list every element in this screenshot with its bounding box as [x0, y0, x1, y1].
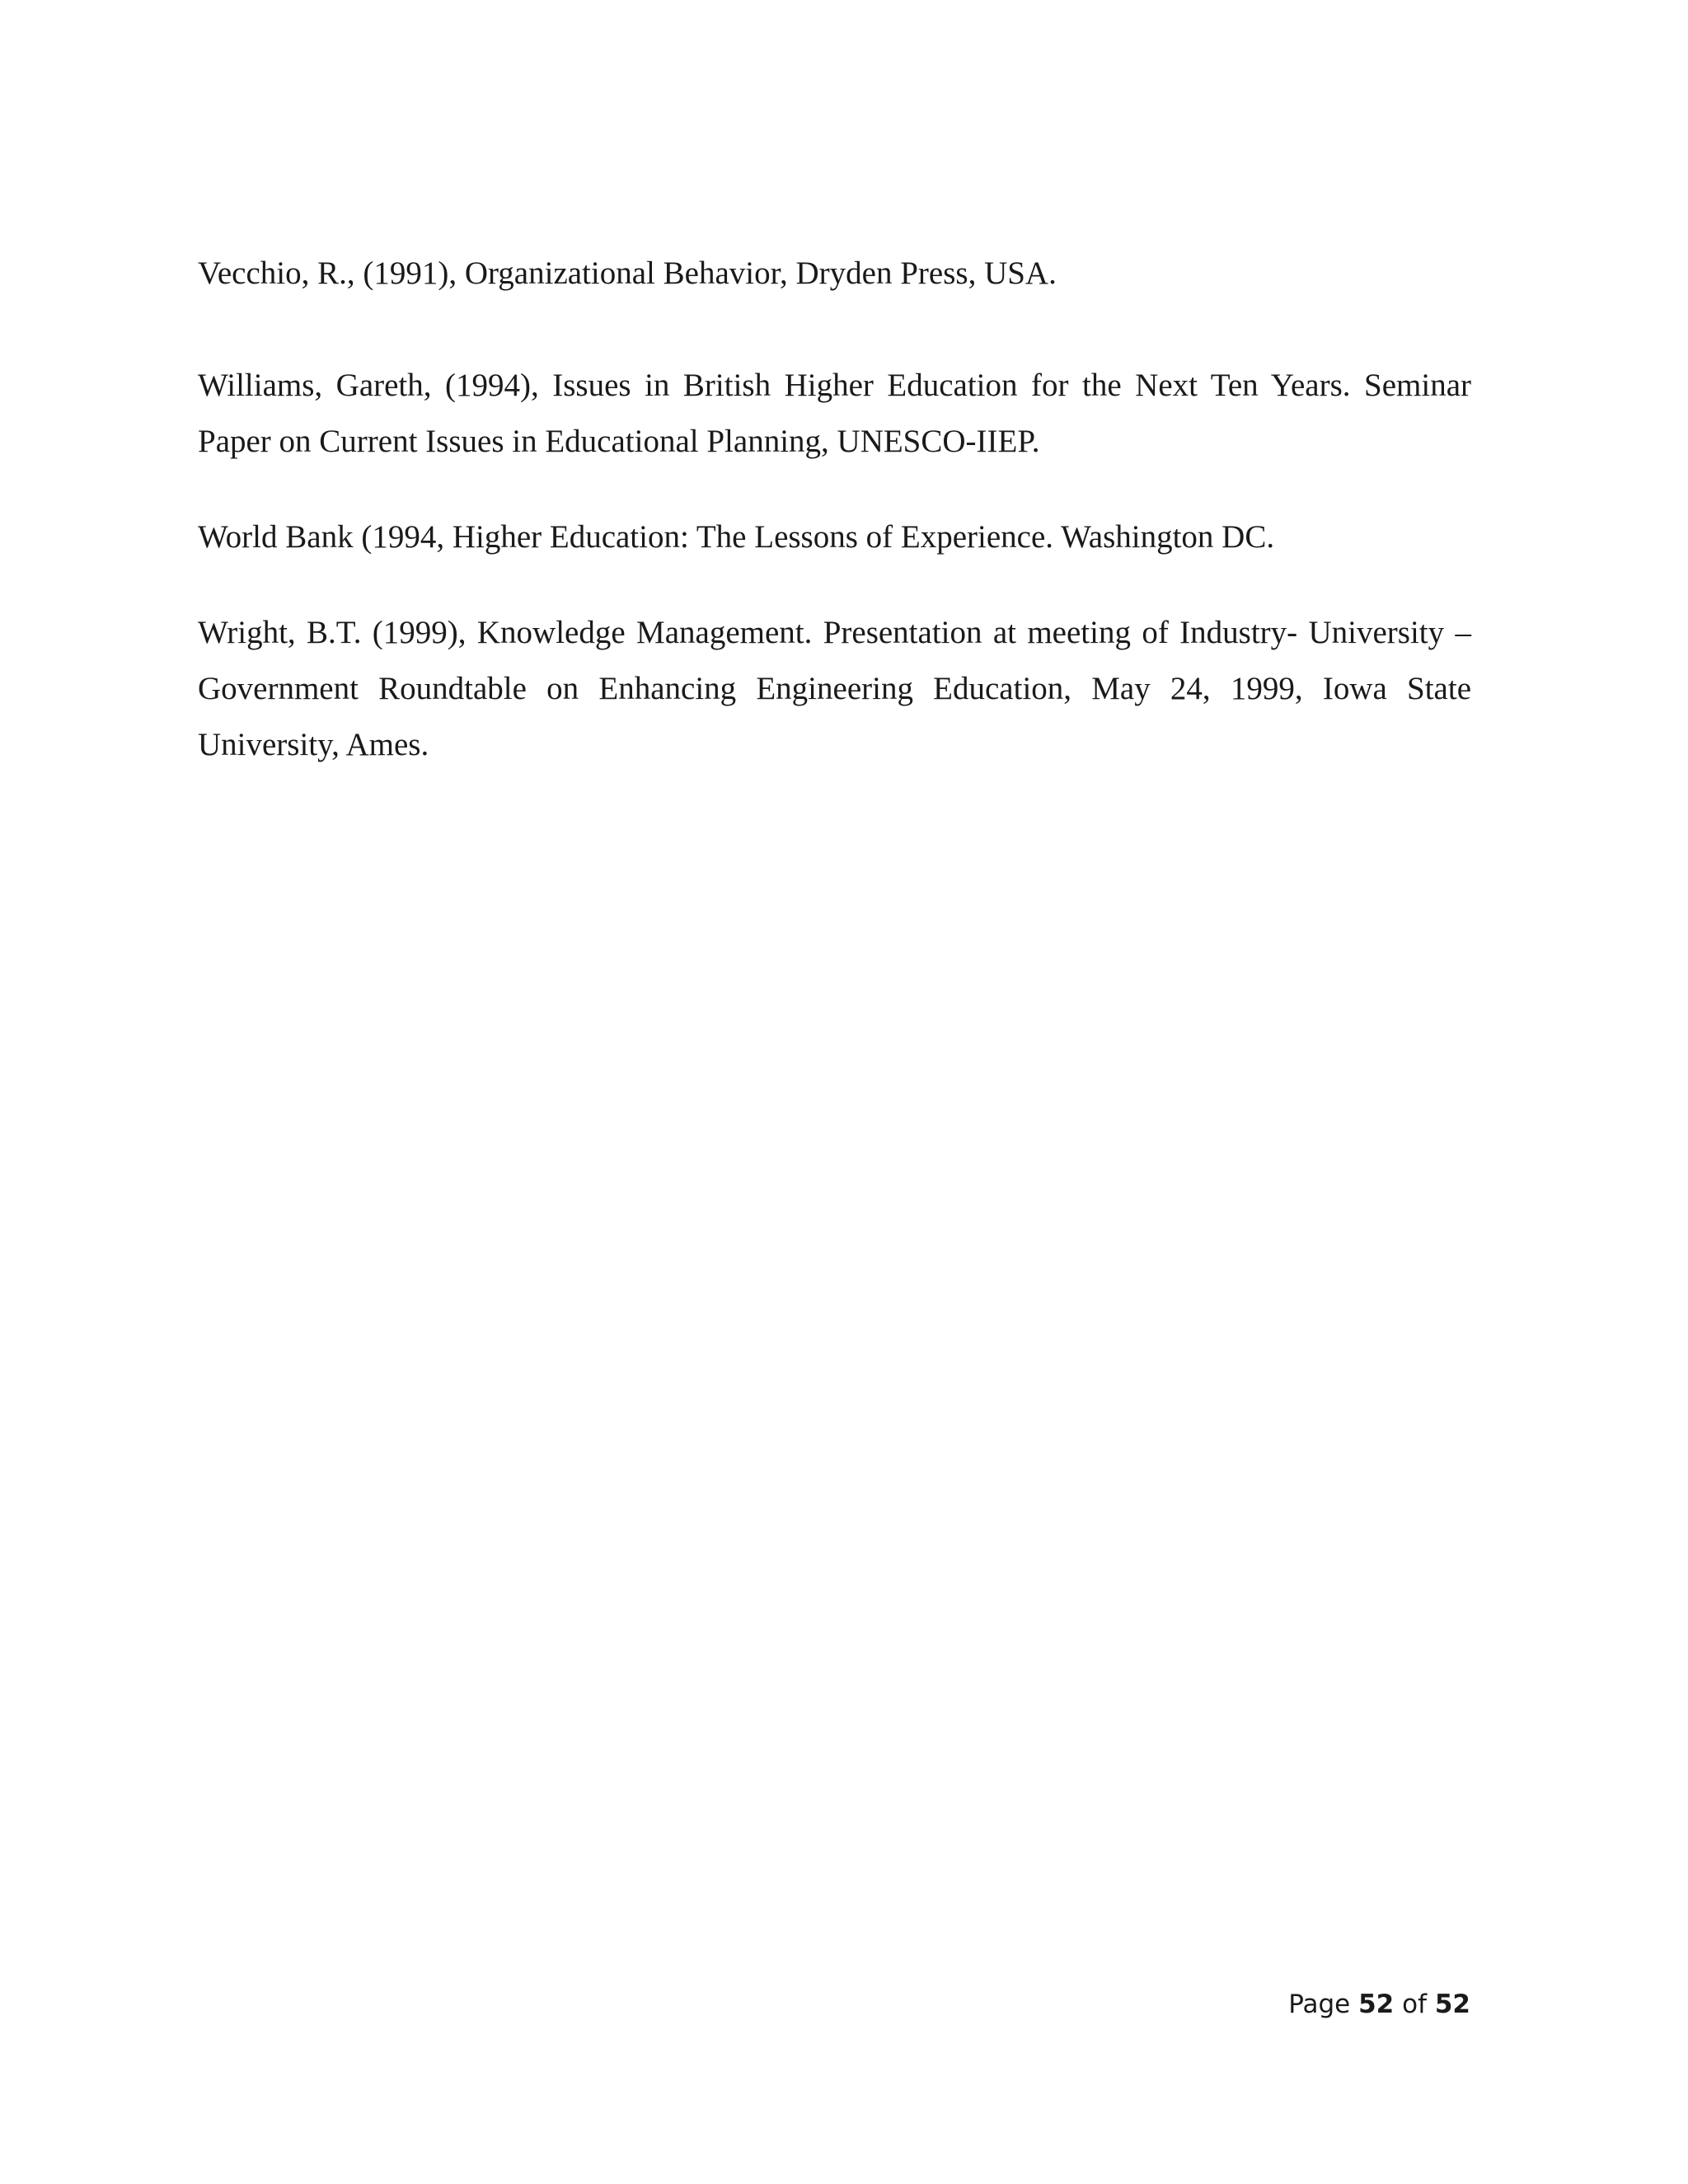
- reference-list: [198, 246, 1471, 773]
- total-pages-number: 52: [1434, 1990, 1470, 2019]
- page-word: Page: [1288, 1990, 1351, 2019]
- reference-entry: Wright, B.T. (1999), Knowledge Management. Presentation at meeting of Industry- University – Government Roundtable on Enhancing Engineering Education, May 24, 1999, Iowa State University, Ames.: [198, 615, 1471, 762]
- reference-entry: Williams, Gareth, (1994), Issues in British Higher Education for the Next Ten Years. Seminar Paper on Current Issues in Educational Planning, UNESCO-IIEP.: [198, 368, 1471, 459]
- reference-entry: Vecchio, R., (1991), Organizational Behavior, Dryden Press, USA.: [198, 255, 1057, 291]
- page-number-footer: [1288, 1988, 1470, 2021]
- reference-entry: World Bank (1994, Higher Education: The Lessons of Experience. Washington DC.: [198, 519, 1275, 555]
- of-word: of: [1402, 1990, 1427, 2019]
- current-page-number: 52: [1358, 1990, 1395, 2019]
